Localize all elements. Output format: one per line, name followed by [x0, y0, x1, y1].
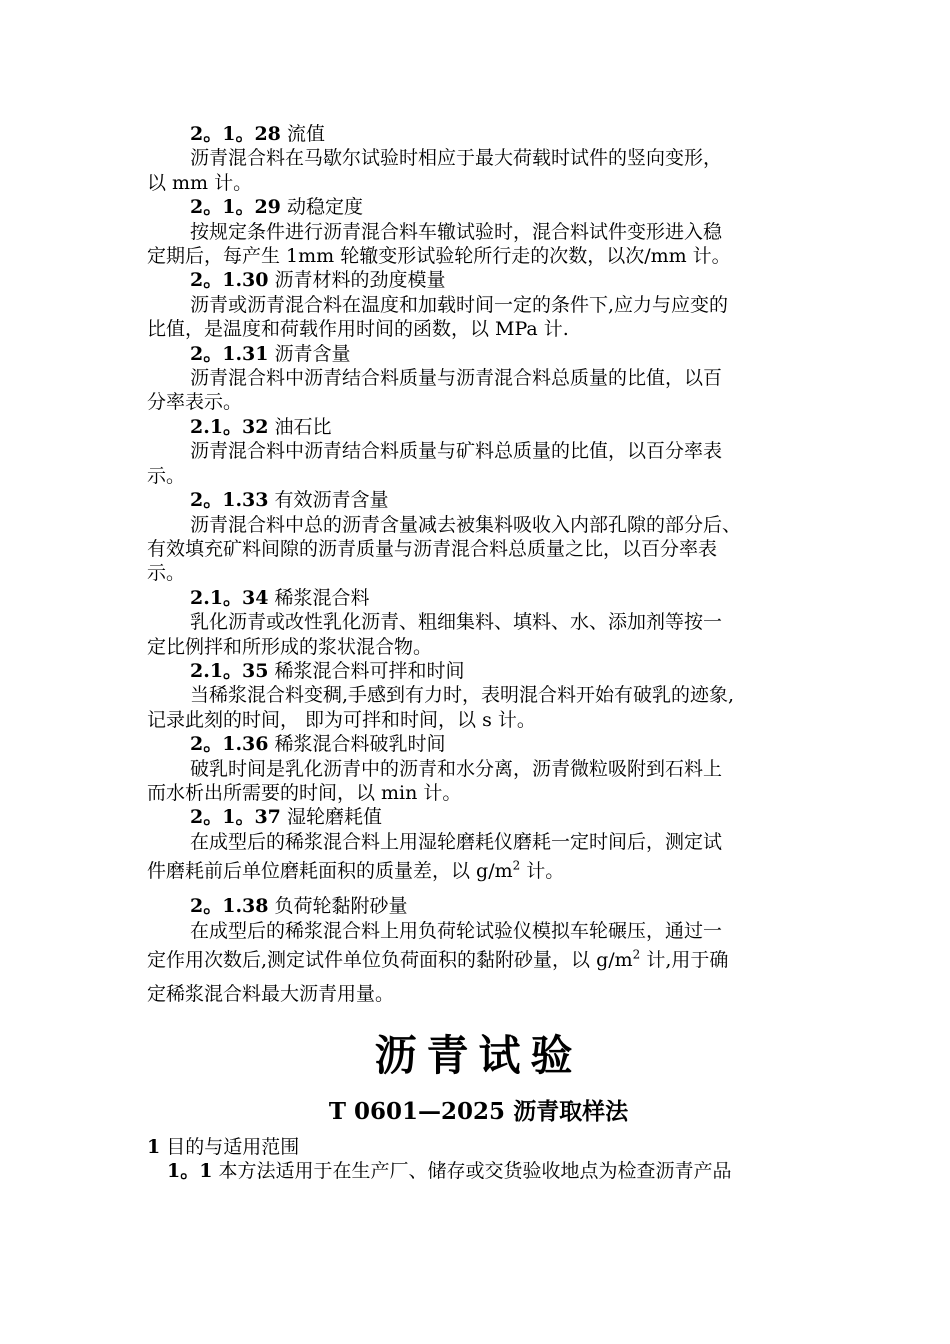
paragraph-line: 沥青混合料中沥青结合料质量与沥青混合料总质量的比值，以百 [190, 367, 723, 390]
section-heading: 2。1.33 有效沥青含量 [190, 489, 389, 512]
paragraph-line: 当稀浆混合料变稠,手感到有力时，表明混合料开始有破乳的迹象, [190, 684, 735, 707]
paragraph-line: 沥青混合料中总的沥青含量减去被集料吸收入内部孔隙的部分后、 [190, 513, 742, 536]
method-title: T 0601—2025 沥青取样法 [328, 1098, 629, 1125]
section-heading: 2。1.31 沥青含量 [190, 342, 351, 365]
paragraph-line: 定比例拌和所形成的浆状混合物。 [147, 635, 433, 658]
paragraph-line: 沥青混合料在马歇尔试验时相应于最大荷载时试件的竖向变形， [190, 147, 723, 170]
paragraph-line: 在成型后的稀浆混合料上用湿轮磨耗仪磨耗一定时间后，测定试 [190, 830, 723, 853]
paragraph-line: 定稀浆混合料最大沥青用量。 [147, 983, 395, 1005]
chapter-heading: 沥青试验 [374, 1031, 583, 1080]
paragraph-line: 按规定条件进行沥青混合料车辙试验时，混合料试件变形进入稳 [190, 220, 723, 243]
section-heading: 2.1。34 稀浆混合料 [190, 586, 370, 609]
chapter-title: 1 目的与适用范围 [147, 1136, 300, 1158]
section-heading: 2。1.36 稀浆混合料破乳时间 [190, 733, 446, 756]
paragraph-line: 而水析出所需要的时间，以 min 计。 [147, 781, 462, 804]
section-heading: 2。1.38 负荷轮黏附砂量 [190, 895, 408, 918]
paragraph-line: 分率表示。 [147, 391, 243, 414]
paragraph-line: 比值，是温度和荷载作用时间的函数，以 MPa 计. [147, 318, 569, 341]
paragraph-line: 以 mm 计。 [147, 171, 253, 194]
paragraph-line: 件磨耗前后单位磨耗面积的质量差，以 $g/m^2$ 计。 [147, 858, 565, 883]
section-heading: 2。1。28 流值 [190, 123, 325, 145]
paragraph-line: 乳化沥青或改性乳化沥青、粗细集料、填料、水、添加剂等按一 [190, 611, 723, 634]
section-heading: 2。1。29 动稳定度 [190, 196, 363, 219]
section-heading: 2。1.30 沥青材料的劲度模量 [190, 269, 446, 292]
paragraph-line: 示。 [147, 562, 186, 585]
paragraph-line: 破乳时间是乳化沥青中的沥青和水分离，沥青微粒吸附到石料上 [190, 757, 723, 780]
paragraph-line: 定期后，每产生 1mm 轮辙变形试验轮所行走的次数，以次/mm 计。 [147, 245, 731, 268]
paragraph-line: 沥青或沥青混合料在温度和加载时间一定的条件下,应力与应变的 [190, 293, 729, 316]
superscript: 2 [512, 858, 521, 873]
superscript: 2 [632, 947, 641, 962]
paragraph-line: 记录此刻的时间， 即为可拌和时间，以 s 计。 [147, 708, 536, 731]
paragraph-line: 定作用次数后,测定试件单位负荷面积的黏附砂量，以 $g/m^2$ 计,用于确 [147, 947, 729, 971]
paragraph-line: 有效填充矿料间隙的沥青质量与沥青混合料总质量之比，以百分率表 [147, 537, 718, 560]
paragraph-line: 沥青混合料中沥青结合料质量与矿料总质量的比值，以百分率表 [190, 440, 723, 463]
definition-list [147, 122, 810, 1011]
section-heading: 2.1。32 油石比 [190, 415, 332, 438]
clause-line: 1。1 本方法适用于在生产厂、储存或交货验收地点为检查沥青产品 [167, 1160, 732, 1183]
section-heading: 2。1。37 湿轮磨耗值 [190, 806, 382, 829]
paragraph-line: 在成型后的稀浆混合料上用负荷轮试验仪模拟车轮碾压，通过一 [190, 919, 723, 942]
section-heading: 2.1。35 稀浆混合料可拌和时间 [190, 659, 465, 682]
paragraph-line: 示。 [147, 464, 186, 487]
